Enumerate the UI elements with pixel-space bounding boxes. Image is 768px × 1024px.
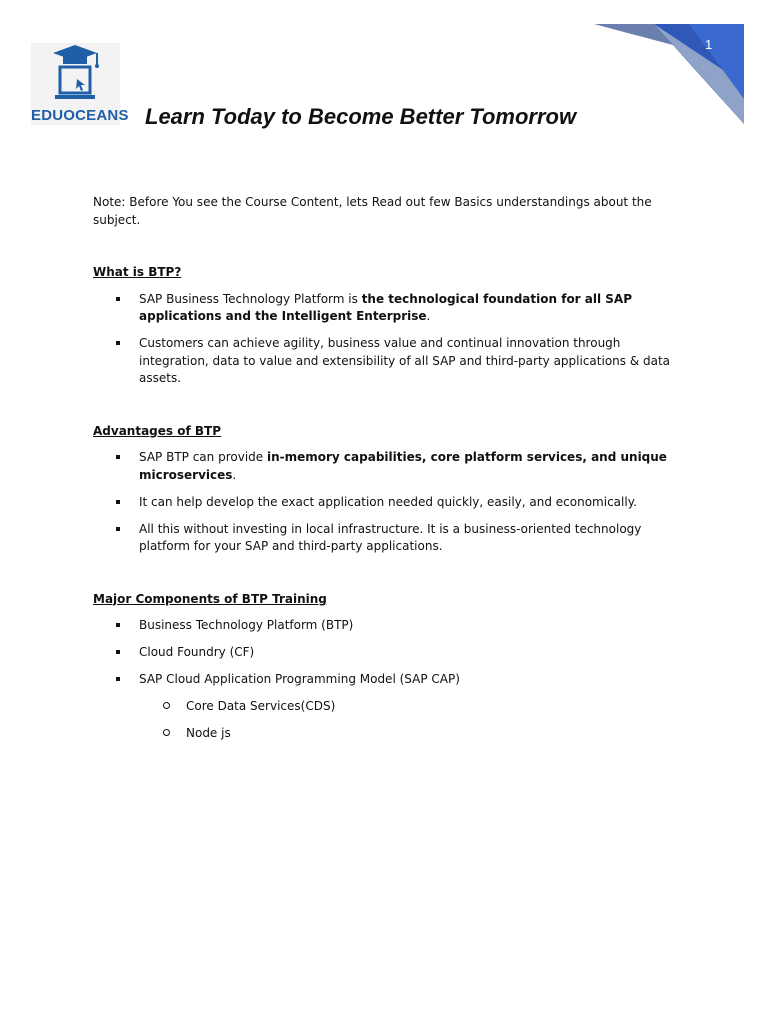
sub-item-text: Node js <box>186 726 231 740</box>
square-bullet-icon <box>116 527 120 531</box>
section-title: Advantages of BTP <box>93 423 221 438</box>
bullet-list <box>93 291 678 388</box>
list-item <box>93 521 678 556</box>
item-text: Cloud Foundry (CF) <box>139 645 255 659</box>
section-advantages <box>93 423 678 556</box>
list-item <box>93 449 678 484</box>
sub-list-item <box>139 698 678 716</box>
list-item <box>93 644 678 662</box>
list-item <box>93 617 678 635</box>
square-bullet-icon <box>116 677 120 681</box>
page-tagline: Learn Today to Become Better Tomorrow <box>145 104 577 129</box>
item-text-end: . <box>232 467 237 482</box>
section-major-components <box>93 591 678 743</box>
eduoceans-logo <box>31 43 129 125</box>
list-item <box>93 291 678 326</box>
item-text: SAP Cloud Application Programming Model (SAP CAP) <box>139 672 460 686</box>
list-item <box>93 671 678 743</box>
item-text: All this without investing in local infrastructure. It is a business-oriented technology platform for your SAP and third-party applications. <box>139 521 642 553</box>
bullet-list <box>93 617 678 743</box>
square-bullet-icon <box>116 500 120 504</box>
bullet-list <box>93 449 678 556</box>
square-bullet-icon <box>116 297 120 301</box>
square-bullet-icon <box>116 623 120 627</box>
corner-decoration <box>594 24 744 124</box>
item-bold-text: in-memory capabilities, core platform services, and unique microservices <box>139 450 667 482</box>
item-text: Business Technology Platform (BTP) <box>139 618 354 632</box>
square-bullet-icon <box>116 650 120 654</box>
graduation-laptop-icon <box>41 43 111 107</box>
sub-list-item <box>139 725 678 743</box>
square-bullet-icon <box>116 455 120 459</box>
intro-note: Note: Before You see the Course Content, lets Read out few Basics understandings about the subject. <box>93 195 652 227</box>
item-text: SAP BTP can provide <box>139 450 267 464</box>
square-bullet-icon <box>116 341 120 345</box>
item-text: SAP Business Technology Platform is <box>139 291 362 306</box>
circle-bullet-icon <box>163 729 170 736</box>
list-item <box>93 494 678 512</box>
section-title: Major Components of BTP Training <box>93 591 327 606</box>
item-text: It can help develop the exact application needed quickly, easily, and economically. <box>139 494 637 509</box>
sub-bullet-list <box>139 698 678 743</box>
document-body <box>93 194 678 778</box>
section-title: What is BTP? <box>93 265 182 279</box>
circle-bullet-icon <box>163 702 170 709</box>
list-item <box>93 335 678 388</box>
section-what-is-btp <box>93 264 678 388</box>
item-text-end: . <box>426 309 431 323</box>
sub-item-text: Core Data Services(CDS) <box>186 699 336 713</box>
page-number: 1 <box>705 37 713 52</box>
item-text: Customers can achieve agility, business value and continual innovation through integration, data to value and extensibility of all SAP and third-party applications & data assets. <box>139 336 671 385</box>
item-bold-text: the technological foundation for all SAP applications and the Intelligent Enterprise <box>139 291 633 323</box>
logo-text: EDUOCEANS <box>31 107 129 124</box>
